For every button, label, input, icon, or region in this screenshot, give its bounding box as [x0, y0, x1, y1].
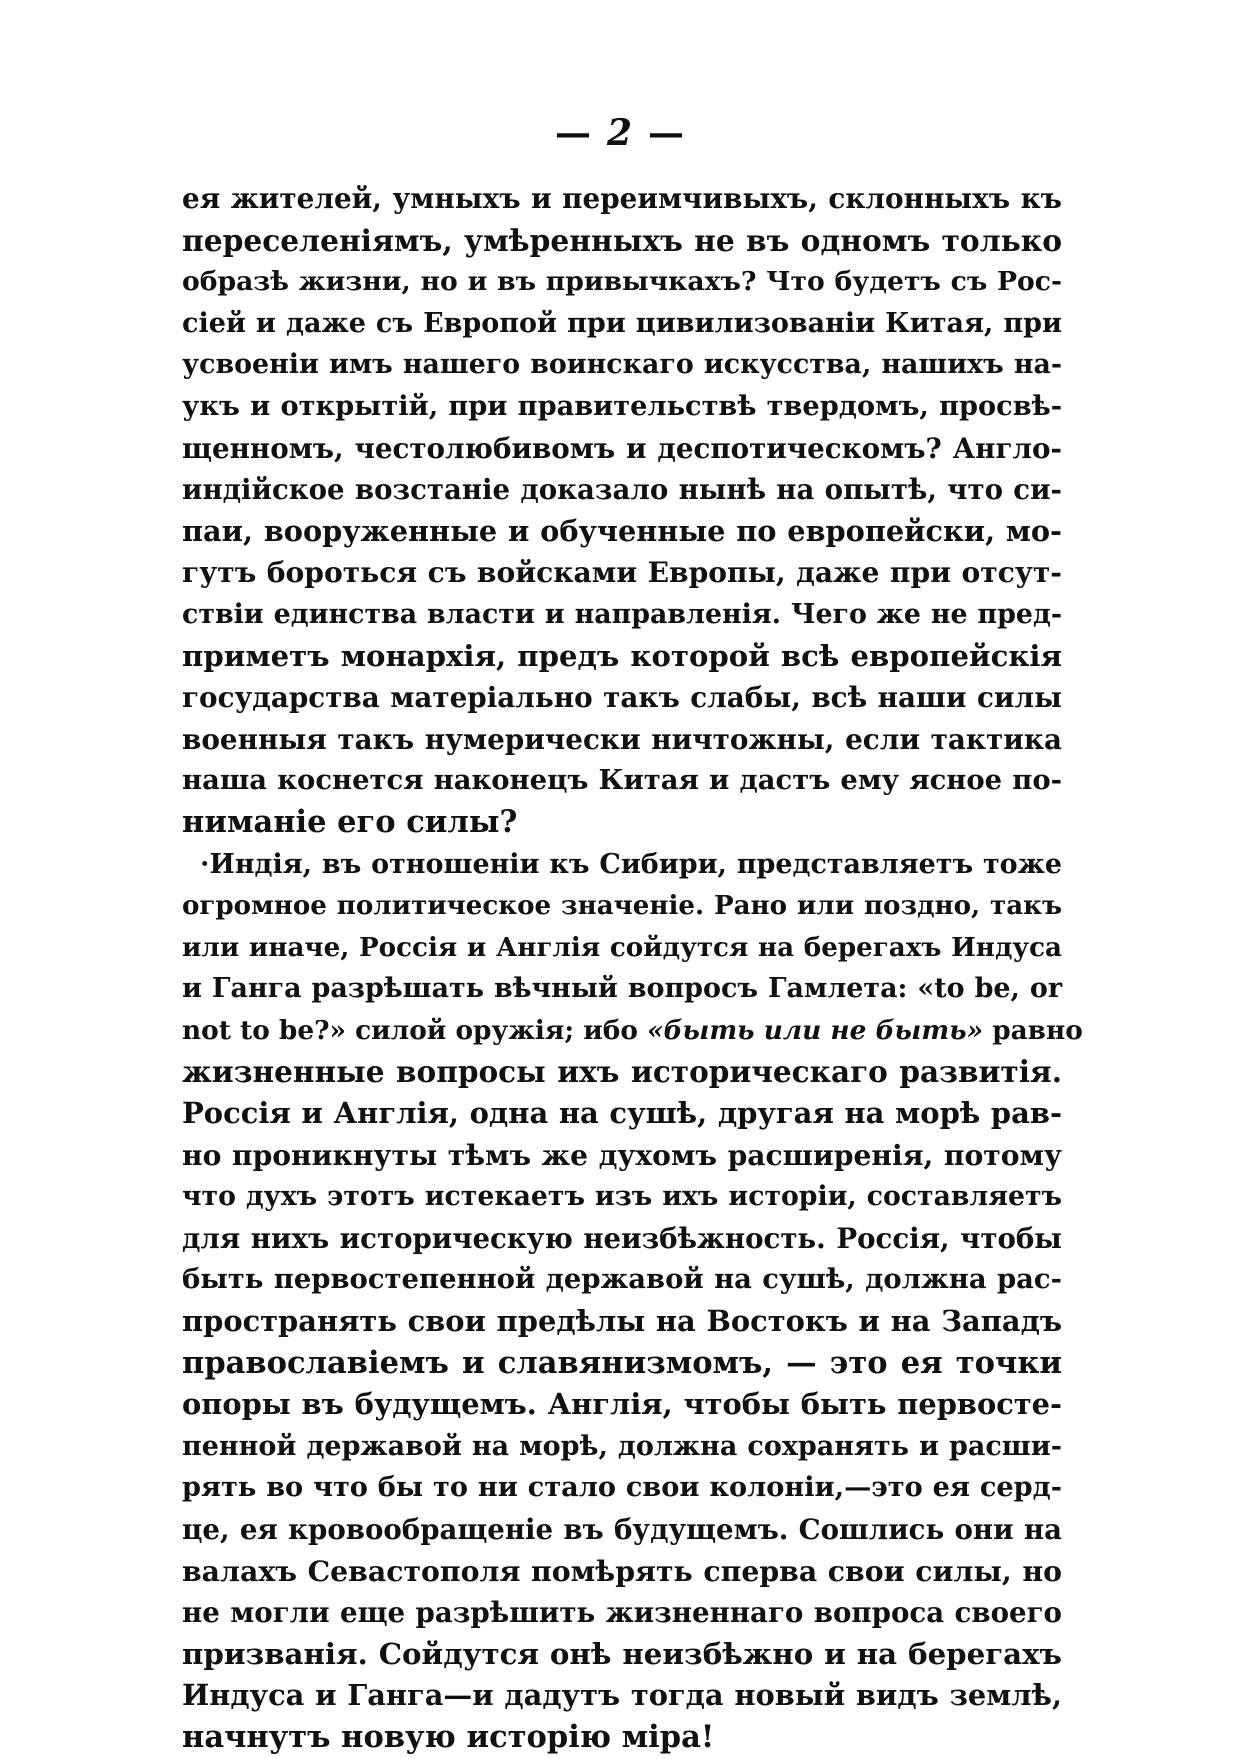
- text-line: щенномъ, честолюбивомъ и деспотическомъ? Англо-: [182, 431, 1062, 465]
- paragraph-continued: [182, 178, 1062, 844]
- page-number-dash-left: —: [554, 112, 593, 154]
- text-line: огромное политическое значеніе. Рано или поздно, такъ: [182, 890, 1062, 922]
- text-line-with-italic: [182, 1010, 1083, 1052]
- text-line: призванія. Сойдутся онѣ неизбѣжно и на берегахъ: [182, 1636, 1062, 1671]
- text-line: валахъ Севастополя помѣрять сперва свои силы, но: [182, 1553, 1062, 1588]
- text-line: опоры въ будущемъ. Англія, чтобы быть первосте-: [182, 1387, 1062, 1422]
- text-line: укъ и открытій, при правительствѣ твердомъ, просвѣ-: [182, 389, 1062, 422]
- text-line: начнутъ новую исторію міра!: [182, 1718, 715, 1755]
- text-line: образѣ жизни, но и въ привычкахъ? Что будетъ съ Рос-: [182, 266, 1062, 298]
- paragraph-india: [182, 844, 1083, 1759]
- text-line: индійское возстаніе доказало нынѣ на опытѣ, что си-: [182, 473, 1062, 507]
- text-line: пространять свои предѣлы на Востокъ и на Западъ: [182, 1304, 1062, 1339]
- text-line: це, ея кровообращеніе въ будущемъ. Сошлись они на: [182, 1513, 1062, 1546]
- page-number-dash-right: —: [648, 112, 687, 154]
- text-line: быть первостепенной державой на сушѣ, должна рас-: [182, 1263, 1062, 1296]
- text-line: что духъ этотъ истекаетъ изъ ихъ исторіи, составляетъ: [182, 1181, 1062, 1213]
- text-line: Индуса и Ганга—и дадутъ тогда новый видъ землѣ,: [182, 1678, 1062, 1713]
- text-fragment: равно: [983, 1014, 1083, 1046]
- text-line: но проникнуты тѣмъ же духомъ расширенія, потому: [182, 1138, 1062, 1172]
- page-number: [0, 112, 1241, 154]
- text-line: наша коснется наконецъ Китая и дастъ ему ясное по-: [182, 764, 1062, 797]
- text-line: переселеніямъ, умѣренныхъ не въ одномъ только: [182, 222, 1062, 258]
- text-line: пенной державой на морѣ, должна сохранять и расши-: [182, 1430, 1062, 1462]
- text-line: для нихъ историческую неизбѣжность. Россія, чтобы: [182, 1221, 1062, 1255]
- text-line: не могли еще разрѣшить жизненнаго вопроса своего: [182, 1596, 1062, 1630]
- text-line: или иначе, Россія и Англія сойдутся на берегахъ Индуса: [182, 931, 1062, 963]
- text-line: рять во что бы то ни стало свои колоніи,—это ея серд-: [182, 1472, 1062, 1504]
- text-line: государства матеріально такъ слабы, всѣ наши силы: [182, 681, 1062, 715]
- page-number-value: 2: [606, 112, 635, 154]
- text-line: приметъ монархія, предъ которой всѣ европейскія: [182, 638, 1062, 673]
- text-line: военныя такъ нумерически ничтожны, если тактика: [182, 722, 1062, 756]
- text-line: усвоеніи имъ нашего воинскаго искусства, нашихъ на-: [182, 349, 1062, 381]
- text-line: паи, вооруженные и обученные по европейски, мо-: [182, 513, 1062, 548]
- text-line: ниманіе его силы?: [182, 803, 518, 840]
- text-line: сіей и даже съ Европой при цивилизованіи Китая, при: [182, 307, 1062, 339]
- text-line: православіемъ и славянизмомъ, — это ея точки: [182, 1344, 1062, 1381]
- text-line: жизненные вопросы ихъ историческаго развитія.: [182, 1054, 1062, 1090]
- text-line: ствіи единства власти и направленія. Чего же не пред-: [182, 598, 1062, 630]
- text-line: Россія и Англія, одна на сушѣ, другая на морѣ рав-: [182, 1096, 1062, 1131]
- text-line: ея жителей, умныхъ и переимчивыхъ, склонныхъ къ: [182, 182, 1062, 215]
- italic-quote: «быть или не быть»: [647, 1014, 984, 1046]
- text-fragment: not to be?» силой оружія; ибо: [182, 1014, 648, 1046]
- text-line: гутъ бороться съ войсками Европы, даже при отсут-: [182, 556, 1062, 590]
- body-text: [182, 178, 1083, 1759]
- text-line: и Ганга разрѣшать вѣчный вопросъ Гамлета: «to be, or: [182, 973, 1062, 1005]
- text-line: ·Индія, въ отношеніи къ Сибири, представляетъ тоже: [200, 848, 1062, 880]
